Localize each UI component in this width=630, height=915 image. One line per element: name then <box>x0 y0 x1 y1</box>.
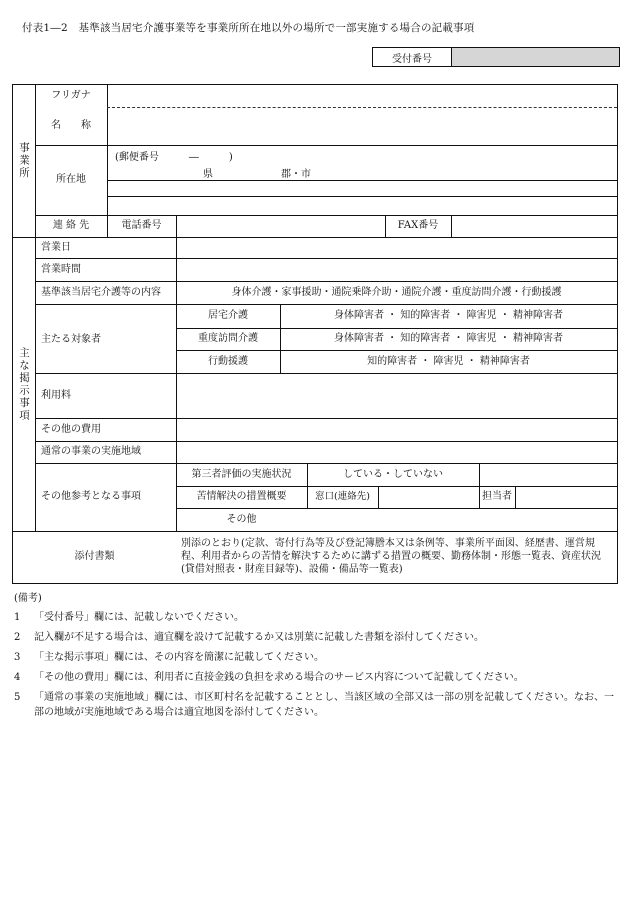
note-item: 4 「その他の費用」欄には、利用者に直接金銭の負担を求める場合のサービス内容について記載してください。 <box>14 672 524 683</box>
attachments-label: 添付書類 <box>74 551 115 563</box>
receipt-number-field[interactable] <box>452 48 619 66</box>
furigana-label: フリガナ <box>51 90 91 102</box>
person-label: 担当者 <box>482 491 512 503</box>
name-label: 名 称 <box>51 120 91 132</box>
service-area-field[interactable] <box>177 442 617 463</box>
target-value-3: 知的障害者 ・ 障害児 ・ 精神障害者 <box>367 355 530 367</box>
address-label: 所在地 <box>56 174 86 186</box>
form-table <box>12 84 618 584</box>
other-field[interactable] <box>308 509 617 531</box>
form-title: 付表1―2 基準該当居宅介護事業等を事業所所在地以外の場所で一部実施する場合の記載事項 <box>22 22 475 34</box>
other-costs-label: その他の費用 <box>41 424 101 435</box>
fax-field[interactable] <box>452 216 617 237</box>
complaint-label: 苦情解決の措置概要 <box>196 491 287 503</box>
target-value-2: 身体障害者 ・ 知的障害者 ・ 障害児 ・ 精神障害者 <box>333 333 564 345</box>
receipt-number-label: 受付番号 <box>373 48 452 66</box>
prefecture-label: 県 <box>203 169 213 180</box>
third-party-value[interactable]: している・していない <box>343 468 443 480</box>
main-section-label: 主な掲示事項 <box>18 346 31 422</box>
window-field[interactable] <box>379 487 479 508</box>
business-hours-field[interactable] <box>177 259 617 281</box>
service-content-label: 基準該当居宅介護等の内容 <box>41 287 161 298</box>
other-costs-field[interactable] <box>177 419 617 441</box>
fees-field[interactable] <box>177 374 617 418</box>
target-service-3: 行動援護 <box>208 355 248 367</box>
target-service-2: 重度訪問介護 <box>198 333 258 345</box>
note-item: 2 記入欄が不足する場合は、適宜欄を設けて記載するか又は別葉に記載した書類を添付してください。 <box>14 632 484 643</box>
notes-section <box>14 591 614 725</box>
note-item: 1 「受付番号」欄には、記載しないでください。 <box>14 612 244 623</box>
third-party-label: 第三者評価の実施状況 <box>191 468 292 480</box>
other-ref-label: その他参考となる事項 <box>41 491 141 502</box>
contact-label: 連 絡 先 <box>52 220 90 232</box>
office-section-label: 事業所 <box>18 142 31 180</box>
business-hours-label: 営業時間 <box>41 264 81 275</box>
service-content-value: 身体介護・家事援助・通院乗降介助・通院介護・重度訪問介護・行動援護 <box>231 286 562 298</box>
phone-label: 電話番号 <box>121 220 162 232</box>
window-label: 窓口(連絡先) <box>315 490 370 502</box>
person-field[interactable] <box>516 487 617 508</box>
receipt-number-box <box>372 47 620 67</box>
district-city-label: 郡・市 <box>281 169 311 180</box>
name-field[interactable] <box>108 108 617 145</box>
target-service-1: 居宅介護 <box>208 310 248 322</box>
targets-label: 主たる対象者 <box>41 334 101 345</box>
service-area-label: 通常の事業の実施地域 <box>41 446 141 457</box>
attachments-text: 別添のとおり(定款、寄付行為等及び登記簿謄本又は条例等、事業所平面図、経歴書、運営規程、利用者からの苦情を解決するために講ずる措置の概要、勤務体制・形態一覧表、資産状況(貸借対照表・財産目録等)、設備・備品等一覧表) <box>181 538 601 576</box>
notes-heading: (備考) <box>14 593 42 604</box>
fax-label: FAX番号 <box>397 220 439 232</box>
fees-label: 利用料 <box>41 390 71 401</box>
business-days-label: 営業日 <box>41 242 71 253</box>
note-item: 3 「主な掲示事項」欄には、その内容を簡潔に記載してください。 <box>14 652 324 663</box>
note-item: 5 「通常の事業の実施地域」欄には、市区町村名を記載することとし、当該区域の全部又は一部の別を記載してください。なお、一部の地域が実施地域である場合は適宜地図を添付してください。 <box>14 692 614 718</box>
target-value-1: 身体障害者 ・ 知的障害者 ・ 障害児 ・ 精神障害者 <box>333 310 564 322</box>
business-days-field[interactable] <box>177 238 617 258</box>
postal-code: (郵便番号 ― ) <box>115 152 233 163</box>
phone-field[interactable] <box>177 216 385 237</box>
other-label: その他 <box>226 513 257 525</box>
furigana-field[interactable] <box>108 85 617 107</box>
